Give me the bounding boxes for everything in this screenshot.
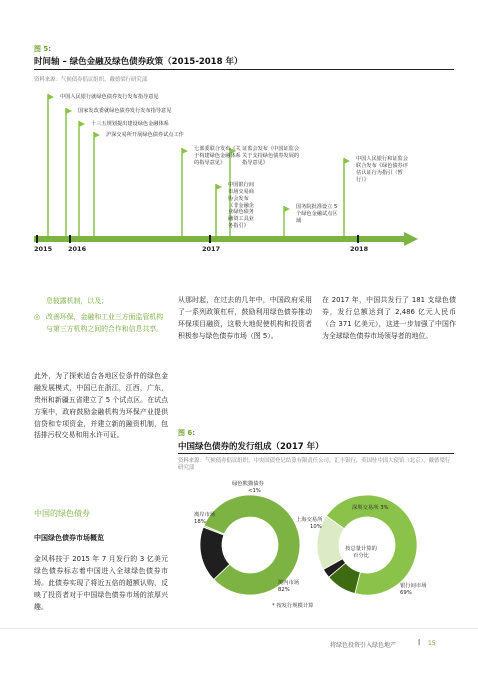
subsection-title: 中国绿色债券市场概览	[34, 534, 104, 542]
figure5-rule	[34, 69, 454, 70]
timeline-bar	[34, 236, 404, 242]
year-2018: 2018	[350, 245, 369, 253]
timeline-event: 中国银行间市场交易商协会发布《非金融企业绿色债务融资工具业务指引》	[228, 182, 254, 230]
figure6-source: 资料来源：气候债券倡议组织，中央国债登记结算有限责任公司，汇丰银行，英国驻中国大使馆（北京），戴德梁行研究部	[178, 458, 451, 472]
figure6-label: 图 6:	[178, 429, 196, 437]
pie-center-label: 按总量计算的百分比	[345, 546, 377, 559]
mid-paragraph: 从那时起，在过去的几年中，中国政府采用了一系列政策杠杆，鼓励利用绿色债券推动环保项目融资，这极大地促使机构和投资者积极参与绿色债券市场（图 5）。	[178, 296, 312, 340]
timeline-event: 中国人民银行就绿色债券发行发布指导意见	[60, 94, 159, 100]
timeline-event: 沪深交易所开展绿色债券试点工作	[106, 132, 184, 138]
pie1-label-offshore: 离岸市场 18%	[194, 512, 216, 525]
figure5-title: 时间轴 – 绿色金融及绿色债券政策（2015-2018 年）	[34, 57, 243, 67]
timeline-event: 十三五规划提出建设绿色金融体系	[91, 121, 169, 127]
bullet-dot: ◎	[34, 313, 41, 321]
timeline-event: 七部委联合发布《关于构建绿色金融体系的指导意见》	[194, 146, 241, 166]
timeline-arrowhead	[404, 232, 418, 246]
figure6-rule	[178, 453, 454, 454]
figure5-source: 资料来源：气候债券倡议组织，戴德梁行研究部	[34, 77, 148, 83]
timeline-event: 国家发改委就绿色债券发行发布指导意见	[78, 108, 172, 114]
pie2-label-interbank: 银行间市场 69%	[400, 583, 427, 596]
pie2-label-shanghai: 上海交易所 10%	[296, 517, 323, 530]
pie1-label-panda: 绿色熊猫债券 <1%	[232, 481, 264, 494]
figure6-title: 中国绿色债券的发行组成（2017 年）	[178, 442, 324, 452]
year-2017: 2017	[202, 245, 221, 253]
pie2-label-shenzhen: 深圳交易所 3%	[352, 505, 389, 511]
bullet-continuation: 息披露机制，以及；	[46, 297, 109, 305]
bullet-item: 改善环保，金融和工业三方面监管机构与第三方机构之间的合作和信息共享。	[46, 313, 164, 333]
section-title: 中国的绿色债券	[34, 509, 90, 518]
year-2015: 2015	[34, 245, 53, 253]
left-paragraph: 此外，为了探索适合各地区位条件的绿色金融发展模式，中国已在浙江，江西，广东，贵州和新疆五省建立了 5 个试点区。在试点方案中，政府鼓励金融机构为环保产业提供信贷和专项资金，并建立新的融资机制，包括排污权交易和用水许可证。	[34, 372, 168, 440]
pie1-label-onshore: 境内市场 82%	[278, 580, 300, 593]
page-number: 15	[428, 640, 436, 647]
right-paragraph: 在 2017 年，中国共发行了 181 支绿色债券，发行总额达到了 2,486 亿元人民币（合 371 亿美元），这进一步加强了中国作为全球绿色债券市场领导者的地位。	[322, 296, 456, 340]
footer-rule	[0, 628, 478, 629]
figure6-footnote: * 按发行规模计算	[272, 603, 314, 609]
footer-text: 将绿色投资引入绿色地产	[330, 642, 397, 649]
figure5-label: 图 5:	[34, 45, 52, 53]
left-paragraph-2: 金风科技于 2015 年 7 月发行的 3 亿美元绿色债券标志着中国进入全球绿色债券市场。此债券实现了将近五倍的超额认购，反映了投资者对于中国绿色债券市场的浓厚兴趣。	[34, 555, 168, 611]
timeline-event: 中国人民银行和证监会联合发布《绿色债券评估认证行为指引（暂行）》	[356, 156, 408, 183]
footer-separator: |	[418, 639, 421, 646]
timeline-event: 证监会发布《中国证监会关于支持绿色债券发展的指导意见》	[242, 146, 300, 166]
timeline-event: 国务院批准设立 5 个绿色金融试点区域	[296, 204, 338, 224]
year-2016: 2016	[68, 245, 87, 253]
